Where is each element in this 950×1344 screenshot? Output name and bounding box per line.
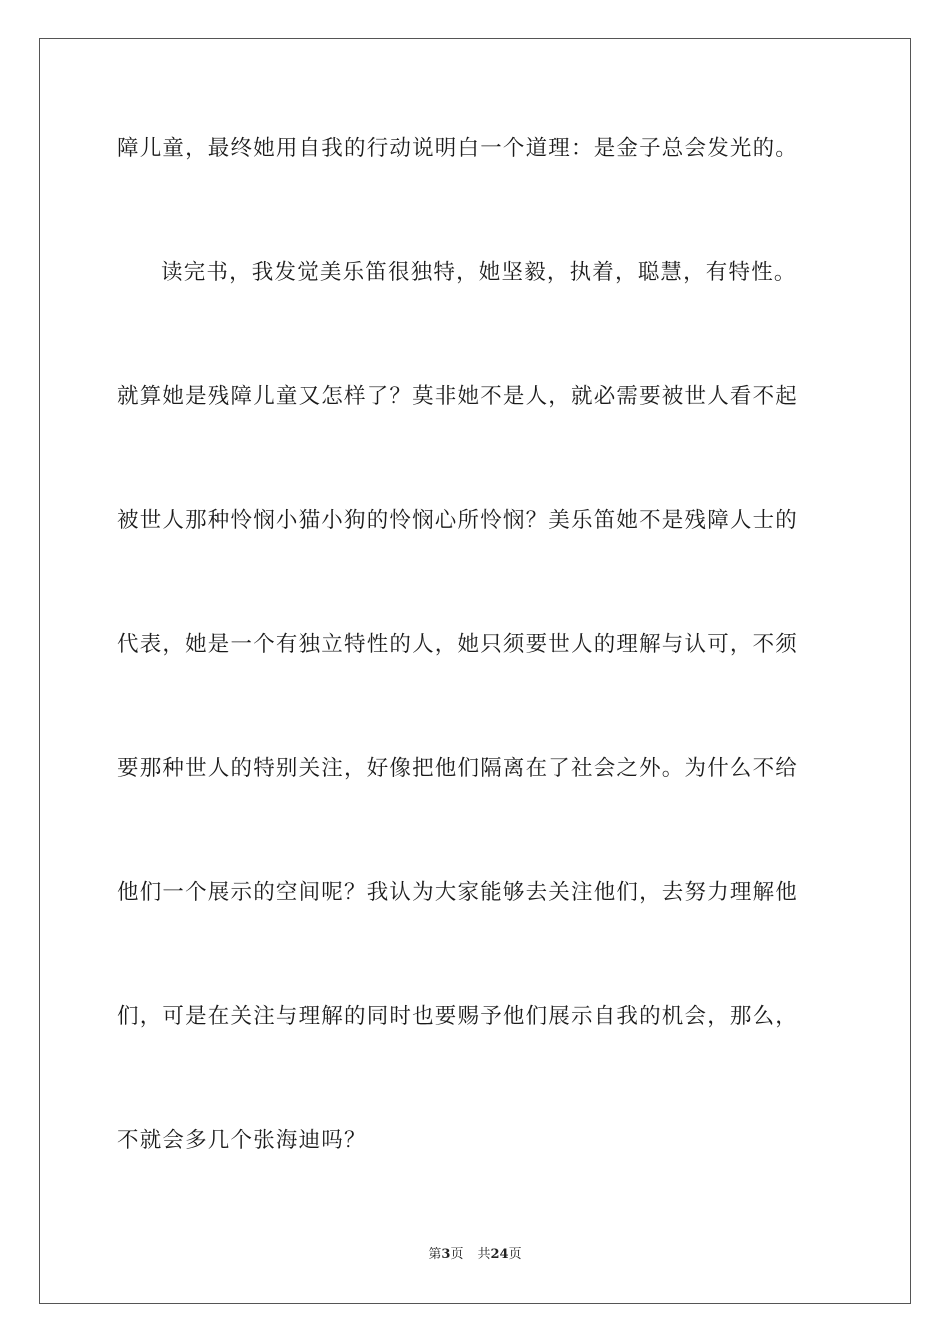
page-suffix: 页 [450, 1247, 464, 1262]
text-line-2: 读完书，我发觉美乐笛很独特，她坚毅，执着，聪慧，有特性。 [161, 260, 797, 285]
text-line-4: 被世人那种怜悯小猫小狗的怜悯心所怜悯？美乐笛她不是残障人士的 [117, 508, 799, 533]
text-line-6: 要那种世人的特别关注，好像把他们隔离在了社会之外。为什么不给 [117, 756, 799, 781]
text-line-8: 们，可是在关注与理解的同时也要赐予他们展示自我的机会，那么， [117, 1004, 799, 1029]
page-number: 3 [441, 1247, 451, 1262]
text-line-3: 就算她是残障儿童又怎样了？莫非她不是人，就必需要被世人看不起 [117, 384, 799, 409]
text-line-5: 代表，她是一个有独立特性的人，她只须要世人的理解与认可，不须 [117, 632, 799, 657]
page-prefix: 第 [428, 1247, 442, 1262]
page-border [39, 38, 911, 1304]
total-pages: 24 [490, 1247, 509, 1262]
text-line-9: 不就会多几个张海迪吗？ [117, 1128, 367, 1153]
total-suffix: 页 [508, 1247, 522, 1262]
page-footer [0, 1246, 950, 1264]
text-line-1: 障儿童，最终她用自我的行动说明白一个道理：是金子总会发光的。 [117, 136, 799, 161]
text-line-7: 他们一个展示的空间呢？我认为大家能够去关注他们，去努力理解他 [117, 880, 799, 905]
total-prefix: 共 [477, 1247, 491, 1262]
